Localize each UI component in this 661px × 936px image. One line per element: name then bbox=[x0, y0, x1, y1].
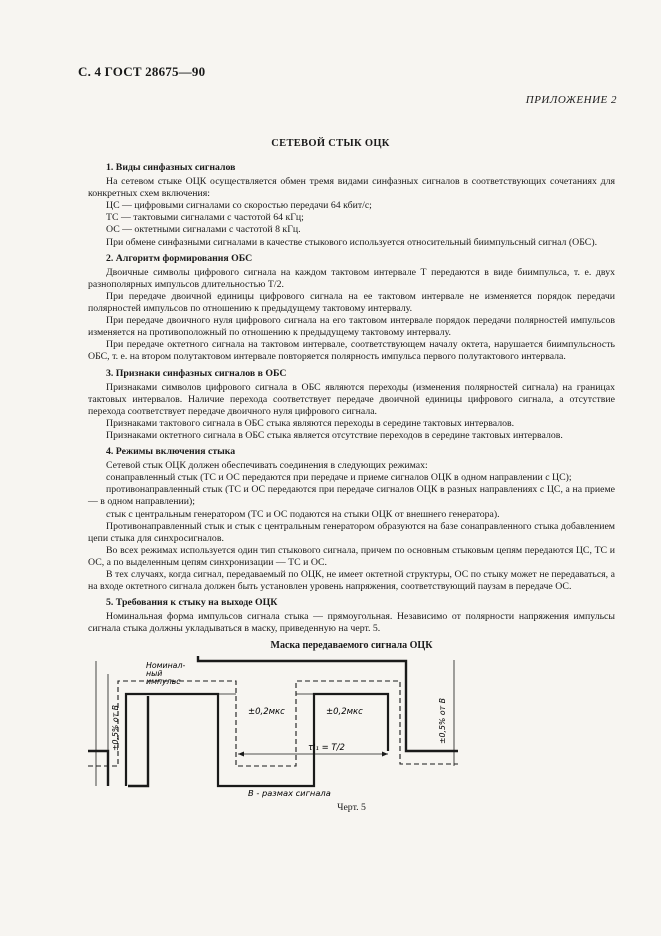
outer-mask-lower bbox=[88, 751, 108, 786]
time-tolerance-right: ±0,2мкс bbox=[326, 706, 363, 717]
paragraph: В тех случаях, когда сигнал, передаваемый по ОЦК, не имеет октетной структуры, ОС по стыку может не передаваться, а на входе октетного сигнала должен быть установлен уровень напряжения, соответствующий паузам в передаче ОС. bbox=[88, 569, 615, 593]
nominal-label-1: Номинал- bbox=[146, 660, 186, 670]
nominal-label-3: импульс bbox=[146, 676, 181, 686]
amplitude-tolerance-right: ±0,5% от В bbox=[438, 697, 447, 744]
paragraph: Двоичные символы цифрового сигнала на каждом тактовом интервале Т передаются в виде биимпульса, т. е. двух разнополярных импульсов длительностью Т/2. bbox=[88, 266, 615, 290]
paragraph: На сетевом стыке ОЦК осуществляется обмен тремя видами синфазных сигналов в соответствующих сочетаниях для конкретных схем включения: bbox=[88, 176, 615, 200]
paragraph: Сетевой стык ОЦК должен обеспечивать соединения в следующих режимах: bbox=[106, 460, 428, 472]
nominal-label-2: ный bbox=[146, 668, 163, 678]
paragraph: сонаправленный стык (ТС и ОС передаются при передаче и приеме сигналов ОЦК в одном направлении с ЦС); bbox=[106, 472, 572, 484]
figure-title: Маска передаваемого сигнала ОЦК bbox=[270, 640, 433, 652]
paragraph: Признаками символов цифрового сигнала в ОБС являются переходы (изменения полярностей сигнала) на границах тактовых интервалов. Наличие перехода соответствует передаче двоичной единицы цифрового сигнала, а отсутствие перехода соответствует передаче двоичного нуля цифрового сигнала. bbox=[88, 381, 615, 417]
paragraph: При передаче двоичного нуля цифрового сигнала на его тактовом интервале порядок передачи полярностей импульсов изменяется на противоположный по отношению к предыдущему тактовому интервалу. bbox=[88, 315, 615, 339]
paragraph: При передаче октетного сигнала на тактовом интервале, соответствующем началу октета, нарушается биимпульсность ОБС, т. е. на втором полутактовом интервале повторяется полярность импульса первого полутактового интервала. bbox=[88, 339, 615, 363]
section-heading: 1. Виды синфазных сигналов bbox=[106, 162, 236, 173]
paragraph: ОС — октетными сигналами с частотой 8 кГц. bbox=[106, 224, 301, 236]
paragraph: Номинальная форма импульсов сигнала стыка — прямоугольная. Независимо от полярности напряжения импульсы сигнала стыка должны укладываться в маску, приведенную на черт. 5. bbox=[88, 611, 615, 635]
page-header: С. 4 ГОСТ 28675—90 bbox=[78, 64, 206, 79]
appendix-label: ПРИЛОЖЕНИЕ 2 bbox=[525, 94, 617, 106]
paragraph: Признаками октетного сигнала в ОБС стыка является отсутствие переходов в середине тактовых интервалов. bbox=[106, 429, 563, 441]
section-heading: 4. Режимы включения стыка bbox=[106, 446, 236, 458]
paragraph: стык с центральным генератором (ТС и ОС подаются на стыки ОЦК от внешнего генератора). bbox=[106, 508, 500, 520]
section-heading: 2. Алгоритм формирования ОБС bbox=[106, 252, 253, 264]
signal-mask-figure bbox=[88, 656, 615, 798]
paragraph: При обмене синфазными сигналами в качестве стыкового используется относительный биимпульсный сигнал (ОБС). bbox=[106, 236, 598, 248]
time-tolerance-left: ±0,2мкс bbox=[248, 706, 285, 717]
period-label: τ'₁ = T/2 bbox=[308, 742, 345, 753]
section-heading: 5. Требования к стыку на выходе ОЦК bbox=[106, 597, 278, 609]
amplitude-tolerance-left: ±0,5% от В bbox=[111, 704, 120, 751]
paragraph: ТС — тактовыми сигналами с частотой 64 кГц; bbox=[106, 212, 304, 224]
document-body bbox=[88, 158, 615, 814]
paragraph: При передаче двоичной единицы цифрового сигнала на ее тактовом интервале не изменяется порядок передачи полярностей импульсов по отношению к предыдущему тактовому интервалу. bbox=[88, 290, 615, 315]
paragraph: Признаками тактового сигнала в ОБС стыка являются переходы в середине тактовых интервалов. bbox=[106, 417, 515, 429]
section-heading: 3. Признаки синфазных сигналов в ОБС bbox=[106, 367, 287, 379]
document-title: СЕТЕВОЙ СТЫК ОЦК bbox=[271, 138, 390, 149]
figure-caption: Черт. 5 bbox=[337, 801, 366, 813]
paragraph: Противонаправленный стык и стык с центральным генератором образуются на базе сонаправленного стыка добавлением цепи стыка для синхросигналов. bbox=[88, 520, 615, 544]
paragraph: ЦС — цифровыми сигналами со скоростью передачи 64 кбит/с; bbox=[106, 200, 372, 212]
outer-mask-base bbox=[128, 696, 148, 786]
swing-label: В - размах сигнала bbox=[248, 787, 331, 798]
outer-mask-line bbox=[198, 656, 458, 751]
paragraph: Во всех режимах используется один тип стыкового сигнала, причем по основным стыковым цепям передаются ЦС, ТС и ОС, а по выделенным цепям синхронизации — ТС и ОС. bbox=[88, 544, 615, 568]
paragraph: противонаправленный стык (ТС и ОС передаются при передаче сигналов ОЦК в разных направлениях с ЦС, а на приеме — в одном направлении); bbox=[88, 484, 615, 508]
signal-mask-diagram bbox=[88, 656, 615, 798]
